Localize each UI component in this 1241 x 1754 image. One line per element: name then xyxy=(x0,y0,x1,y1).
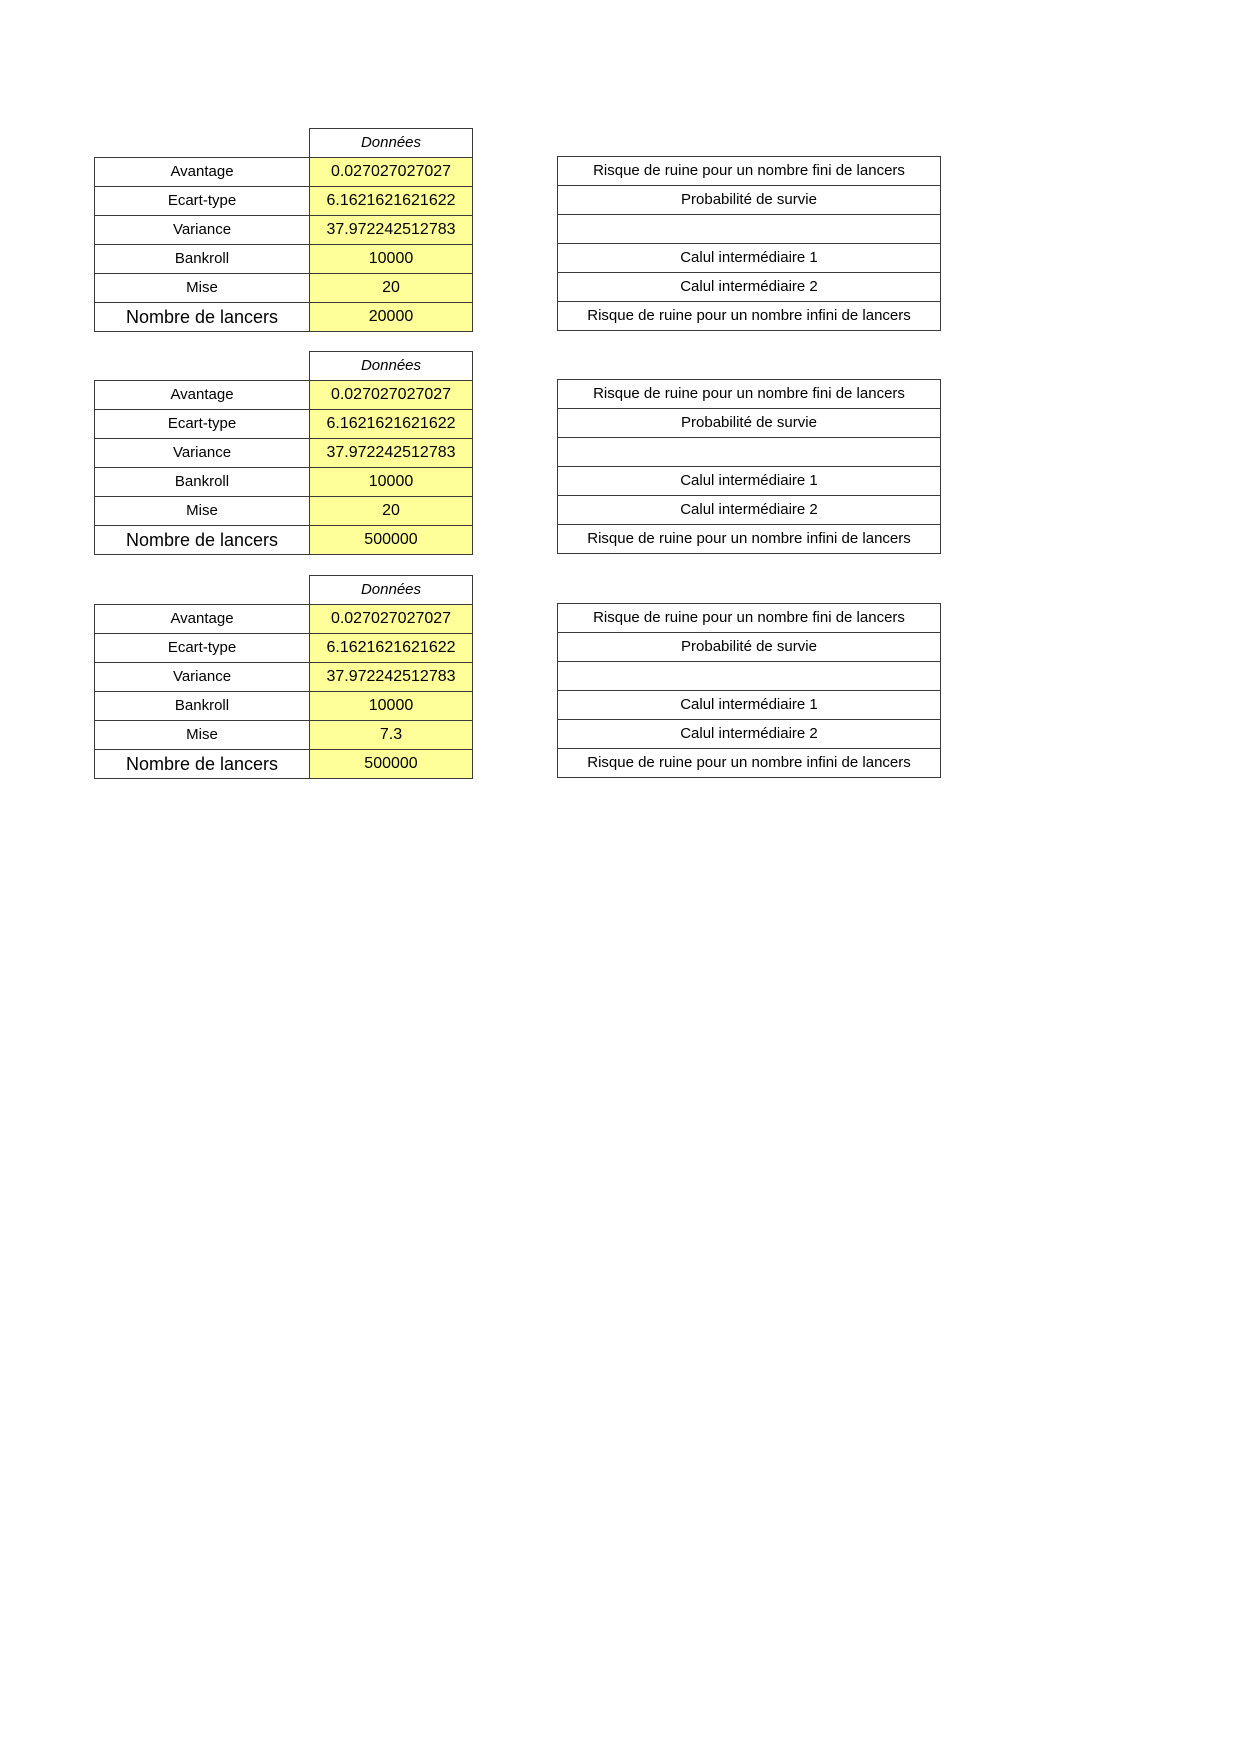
table-row xyxy=(95,468,473,497)
calc-label-risque-fini[interactable]: Risque de ruine pour un nombre fini de lancers xyxy=(558,380,941,409)
row-label-ecart-type: Ecart-type xyxy=(95,634,310,663)
table-header-row xyxy=(95,576,473,605)
row-label-nombre-de-lancers: Nombre de lancers xyxy=(95,750,310,779)
table-row xyxy=(95,381,473,410)
row-value-avantage[interactable]: 0.027027027027 xyxy=(310,605,473,634)
table-row xyxy=(558,496,941,525)
table-row xyxy=(558,244,941,273)
table-row xyxy=(95,158,473,187)
calc-label-blank[interactable] xyxy=(558,438,941,467)
data-table-1 xyxy=(94,128,473,332)
table-row xyxy=(558,691,941,720)
table-row xyxy=(558,186,941,215)
table-row xyxy=(95,245,473,274)
table-row xyxy=(95,750,473,779)
row-label-variance: Variance xyxy=(95,216,310,245)
calc-label-calcul-2[interactable]: Calul intermédiaire 2 xyxy=(558,496,941,525)
table-row xyxy=(95,439,473,468)
calc-label-risque-fini[interactable]: Risque de ruine pour un nombre fini de lancers xyxy=(558,604,941,633)
empty-corner-cell xyxy=(95,352,310,381)
row-value-ecart-type[interactable]: 6.1621621621622 xyxy=(310,410,473,439)
table-row xyxy=(558,662,941,691)
table-row xyxy=(558,438,941,467)
row-label-bankroll: Bankroll xyxy=(95,245,310,274)
table-row xyxy=(95,216,473,245)
row-label-mise: Mise xyxy=(95,721,310,750)
table-row xyxy=(95,410,473,439)
empty-corner-cell xyxy=(95,576,310,605)
data-table-2 xyxy=(94,351,473,555)
calc-table-3 xyxy=(557,603,941,778)
row-label-avantage: Avantage xyxy=(95,381,310,410)
table-row xyxy=(95,605,473,634)
calc-label-risque-fini[interactable]: Risque de ruine pour un nombre fini de lancers xyxy=(558,157,941,186)
row-label-mise: Mise xyxy=(95,497,310,526)
table-row xyxy=(558,157,941,186)
data-table-3 xyxy=(94,575,473,779)
calc-label-blank[interactable] xyxy=(558,662,941,691)
row-value-variance[interactable]: 37.972242512783 xyxy=(310,663,473,692)
calc-label-calcul-1[interactable]: Calul intermédiaire 1 xyxy=(558,691,941,720)
row-value-mise[interactable]: 20 xyxy=(310,274,473,303)
row-value-mise[interactable]: 7.3 xyxy=(310,721,473,750)
table-row xyxy=(558,633,941,662)
row-value-nombre-de-lancers[interactable]: 500000 xyxy=(310,750,473,779)
row-label-variance: Variance xyxy=(95,439,310,468)
calc-label-probabilite-survie[interactable]: Probabilité de survie xyxy=(558,409,941,438)
table-row xyxy=(558,525,941,554)
row-value-nombre-de-lancers[interactable]: 20000 xyxy=(310,303,473,332)
table-row xyxy=(95,692,473,721)
table-row xyxy=(558,749,941,778)
calc-label-probabilite-survie[interactable]: Probabilité de survie xyxy=(558,633,941,662)
table-row xyxy=(95,187,473,216)
calc-label-risque-infini[interactable]: Risque de ruine pour un nombre infini de lancers xyxy=(558,525,941,554)
calc-label-calcul-2[interactable]: Calul intermédiaire 2 xyxy=(558,273,941,302)
table-row xyxy=(95,526,473,555)
row-value-bankroll[interactable]: 10000 xyxy=(310,468,473,497)
table-row xyxy=(558,215,941,244)
table-row xyxy=(558,467,941,496)
calc-label-calcul-1[interactable]: Calul intermédiaire 1 xyxy=(558,467,941,496)
row-value-ecart-type[interactable]: 6.1621621621622 xyxy=(310,634,473,663)
calc-label-probabilite-survie[interactable]: Probabilité de survie xyxy=(558,186,941,215)
row-value-bankroll[interactable]: 10000 xyxy=(310,692,473,721)
table-row xyxy=(95,274,473,303)
row-value-mise[interactable]: 20 xyxy=(310,497,473,526)
row-label-avantage: Avantage xyxy=(95,158,310,187)
row-value-variance[interactable]: 37.972242512783 xyxy=(310,439,473,468)
data-column-header: Données xyxy=(310,352,473,381)
data-column-header: Données xyxy=(310,129,473,158)
row-label-nombre-de-lancers: Nombre de lancers xyxy=(95,303,310,332)
table-row xyxy=(95,497,473,526)
row-label-ecart-type: Ecart-type xyxy=(95,187,310,216)
table-row xyxy=(95,634,473,663)
calc-label-calcul-2[interactable]: Calul intermédiaire 2 xyxy=(558,720,941,749)
table-header-row xyxy=(95,352,473,381)
table-row xyxy=(558,302,941,331)
calc-label-risque-infini[interactable]: Risque de ruine pour un nombre infini de lancers xyxy=(558,302,941,331)
row-label-avantage: Avantage xyxy=(95,605,310,634)
empty-corner-cell xyxy=(95,129,310,158)
row-label-variance: Variance xyxy=(95,663,310,692)
calc-table-1 xyxy=(557,156,941,331)
row-value-bankroll[interactable]: 10000 xyxy=(310,245,473,274)
table-row xyxy=(558,720,941,749)
table-row xyxy=(558,604,941,633)
table-row xyxy=(95,663,473,692)
row-value-ecart-type[interactable]: 6.1621621621622 xyxy=(310,187,473,216)
table-row xyxy=(558,273,941,302)
row-label-bankroll: Bankroll xyxy=(95,468,310,497)
row-label-nombre-de-lancers: Nombre de lancers xyxy=(95,526,310,555)
calc-label-blank[interactable] xyxy=(558,215,941,244)
calc-label-calcul-1[interactable]: Calul intermédiaire 1 xyxy=(558,244,941,273)
row-label-ecart-type: Ecart-type xyxy=(95,410,310,439)
table-row xyxy=(95,721,473,750)
row-value-avantage[interactable]: 0.027027027027 xyxy=(310,381,473,410)
calc-table-2 xyxy=(557,379,941,554)
table-header-row xyxy=(95,129,473,158)
table-row xyxy=(95,303,473,332)
row-label-mise: Mise xyxy=(95,274,310,303)
calc-label-risque-infini[interactable]: Risque de ruine pour un nombre infini de lancers xyxy=(558,749,941,778)
table-row xyxy=(558,380,941,409)
row-value-nombre-de-lancers[interactable]: 500000 xyxy=(310,526,473,555)
row-value-variance[interactable]: 37.972242512783 xyxy=(310,216,473,245)
row-value-avantage[interactable]: 0.027027027027 xyxy=(310,158,473,187)
data-column-header: Données xyxy=(310,576,473,605)
row-label-bankroll: Bankroll xyxy=(95,692,310,721)
table-row xyxy=(558,409,941,438)
